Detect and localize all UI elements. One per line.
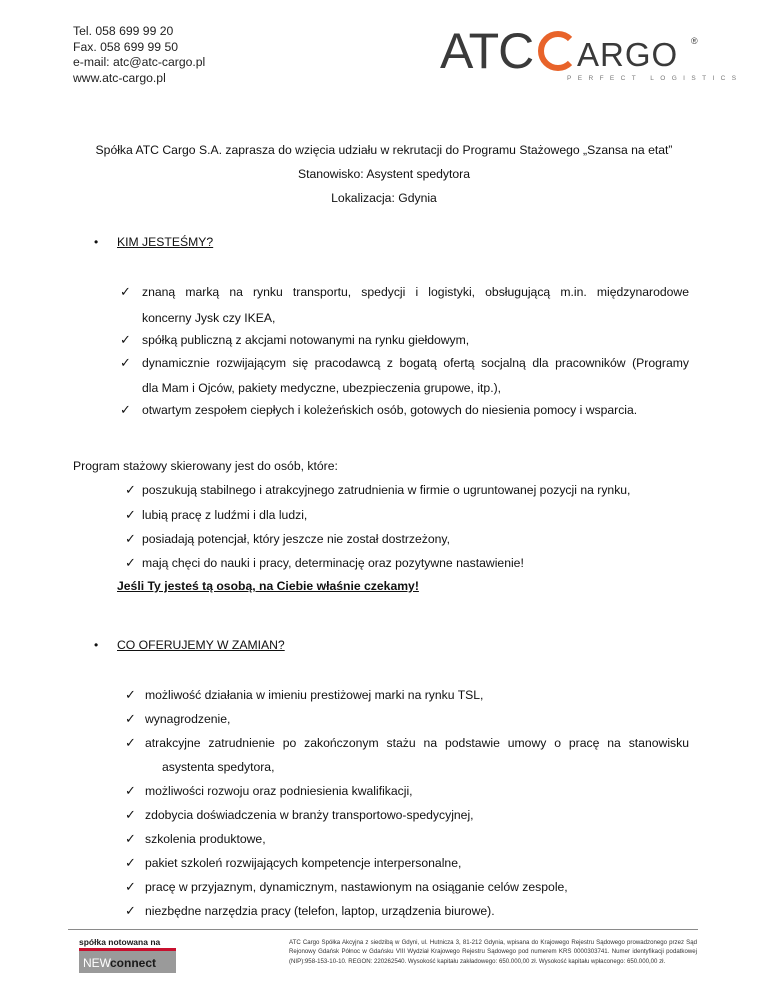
who-item-2: spółką publiczną z akcjami notowanymi na rynku giełdowym, — [142, 333, 470, 347]
who-item-3-line2: dla Mam i Ojców, pakiety medyczne, ubezpieczenia grupowe, itp.), — [142, 381, 502, 395]
svg-text:connect: connect — [110, 956, 157, 970]
check-icon: ✓ — [125, 879, 136, 894]
atc-cargo-logo — [440, 23, 743, 84]
offer-item-3-line2: asystenta spedytora, — [162, 760, 275, 774]
program-intro: Program stażowy skierowany jest do osób, które: — [73, 459, 338, 473]
offer-item-2: wynagrodzenie, — [145, 712, 231, 726]
intro-line: Spółka ATC Cargo S.A. zaprasza do wzięcia udziału w rekrutacji do Programu Stażowego „Szansa na etat” — [95, 143, 673, 157]
footer-divider — [68, 929, 698, 930]
check-icon: ✓ — [125, 711, 136, 726]
check-icon: ✓ — [125, 687, 136, 702]
who-item-4: otwartym zespołem ciepłych i koleżeńskich osób, gotowych do niesienia pomocy i wsparcia. — [142, 403, 638, 417]
offer-item-7: pakiet szkoleń rozwijających kompetencje interpersonalne, — [145, 856, 462, 870]
svg-text:NEW: NEW — [83, 956, 111, 970]
bullet-dot-icon: • — [94, 638, 99, 652]
offer-item-5: zdobycia doświadczenia w branży transportowo-spedycyjnej, — [145, 808, 474, 822]
check-icon: ✓ — [120, 332, 131, 347]
offer-item-3-line1: atrakcyjne zatrudnienie po zakończonym stażu na podstawie umowy o pracę na stanowisku — [145, 736, 689, 750]
who-item-3-line1: dynamicznie rozwijającym się pracodawcą z bogatą ofertą socjalną dla pracowników (Programy — [142, 356, 689, 370]
program-item-1: poszukują stabilnego i atrakcyjnego zatrudnienia w firmie o ugruntowanej pozycji na rynku, — [142, 483, 631, 497]
phone-number: Tel. 058 699 99 20 — [73, 24, 174, 38]
who-item-1-line2: koncerny Jysk czy IKEA, — [142, 311, 276, 325]
program-item-2: lubią pracę z ludźmi i dla ludzi, — [142, 508, 308, 522]
offer-item-6: szkolenia produktowe, — [145, 832, 266, 846]
contact-block — [73, 24, 205, 86]
location-line: Lokalizacja: Gdynia — [331, 191, 437, 205]
check-icon: ✓ — [120, 355, 131, 370]
offer-item-4: możliwości rozwoju oraz podniesienia kwalifikacji, — [145, 784, 413, 798]
offer-item-8: pracę w przyjaznym, dynamicznym, nastawionym na osiąganie celów zespole, — [145, 880, 568, 894]
logo-registered-mark: ® — [691, 36, 698, 46]
footer-legal-text: ATC Cargo Spółka Akcyjna z siedzibą w Gdyni, ul. Hutnicza 3, 81-212 Gdynia, wpisana do Krajowego Rejestru Sądowego prowadzonego przez Sąd Rejonowy Gdańsk Północ w Gdańsku VIII Wydział Krajowego Rejestru Sądowego pod numerem KRS 0000303741. Numer identyfikacji podatkowej (NIP):958-153-10-10. REGON: 220262540. Wysokość kapitału zakładowego: 650.000,00 zł. Wysokość kapitału wpłaconego: 650.000,00 zł. — [289, 939, 697, 965]
logo-atc-text: ATC — [440, 23, 534, 79]
offer-heading: CO OFERUJEMY W ZAMIAN? — [117, 638, 285, 652]
fax-number: Fax. 058 699 99 50 — [73, 39, 179, 54]
check-icon: ✓ — [125, 807, 136, 822]
check-icon: ✓ — [125, 783, 136, 798]
check-icon: ✓ — [125, 555, 136, 570]
check-icon: ✓ — [125, 482, 136, 497]
check-icon: ✓ — [125, 831, 136, 846]
email-address: e-mail: atc@atc-cargo.pl — [73, 55, 206, 69]
check-icon: ✓ — [125, 855, 136, 870]
logo-c-mark — [534, 27, 582, 75]
program-item-3: posiadają potencjał, który jeszcze nie został dostrzeżony, — [142, 532, 451, 546]
check-icon: ✓ — [125, 507, 136, 522]
program-item-4: mają chęci do nauki i pracy, determinację oraz pozytywne nastawienie! — [142, 556, 524, 570]
check-icon: ✓ — [125, 903, 136, 918]
check-icon: ✓ — [125, 531, 136, 546]
check-icon: ✓ — [125, 735, 136, 750]
check-icon: ✓ — [120, 402, 131, 417]
website-link: www.atc-cargo.pl — [73, 70, 166, 85]
who-heading: KIM JESTEŚMY? — [117, 235, 214, 249]
offer-item-1: możliwość działania w imieniu prestiżowej marki na rynku TSL, — [145, 688, 484, 702]
svg-text:spółka notowana na: spółka notowana na — [79, 937, 161, 947]
position-line: Stanowisko: Asystent spedytora — [297, 167, 471, 181]
call-to-action: Jeśli Ty jesteś tą osobą, na Ciebie właśnie czekamy! — [117, 579, 419, 593]
who-item-1-line1: znaną marką na rynku transportu, spedycji i logistyki, obsługującą m.in. międzynarodowe — [142, 285, 689, 299]
logo-tagline: PERFECT LOGISTICS — [567, 75, 743, 82]
bullet-dot-icon: • — [94, 235, 99, 249]
newconnect-badge-logo — [77, 937, 187, 975]
offer-item-9: niezbędne narzędzia pracy (telefon, laptop, urządzenia biurowe). — [145, 904, 495, 918]
check-icon: ✓ — [120, 284, 131, 299]
logo-cargo-text: ARGO — [577, 36, 679, 73]
